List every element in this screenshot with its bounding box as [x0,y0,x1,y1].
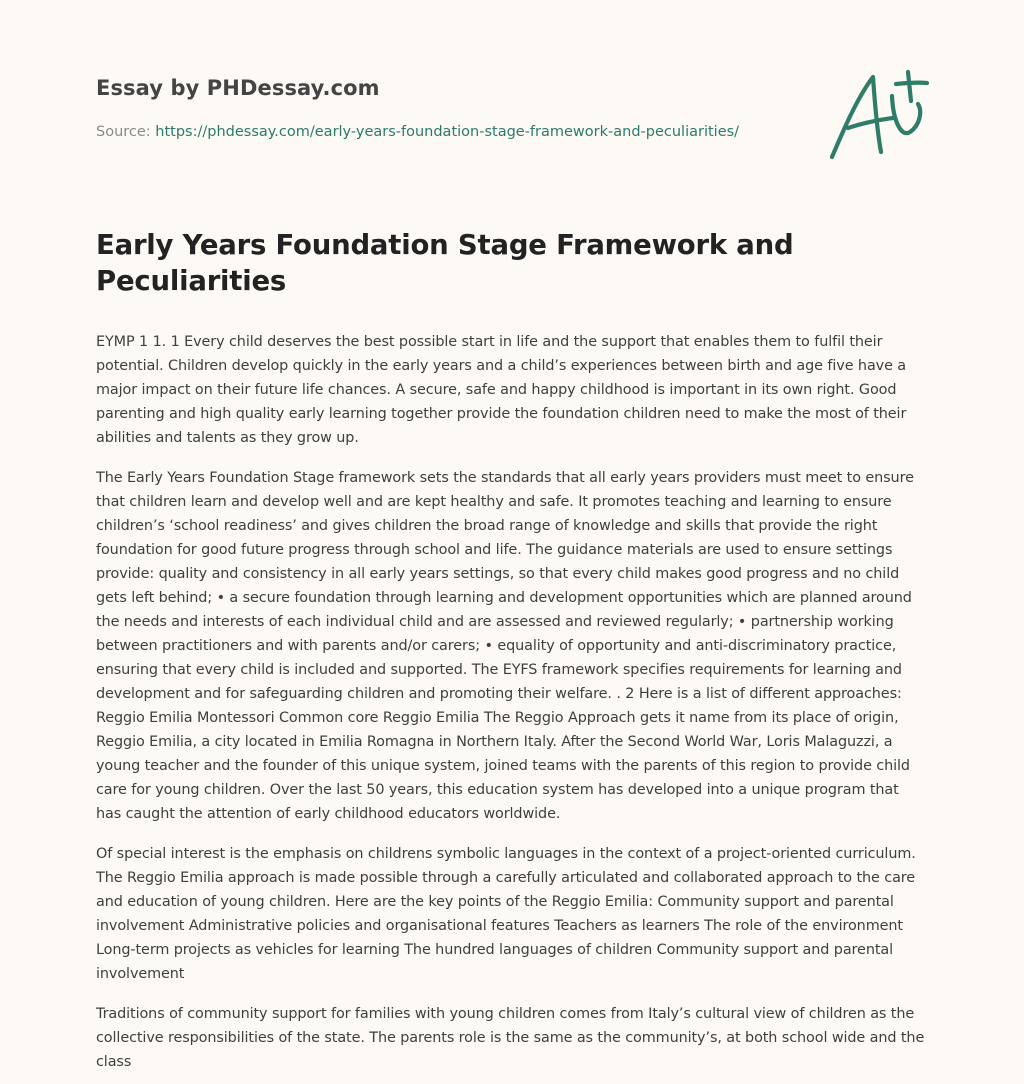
source-link[interactable]: https://phdessay.com/early-years-foundation-stage-framework-and-peculiarities/ [155,124,740,140]
source-label: Source: [96,124,151,140]
essay-paragraph: Traditions of community support for families with young children comes from Italy’s cultural view of children as the collective responsibilities of the state. The parents role is the same as the community’s, at both school wide and the class [96,1005,925,1070]
a-plus-grade-icon [826,68,930,164]
essay-body [96,330,928,1074]
essay-title: Early Years Foundation Stage Framework and Peculiarities [96,229,794,297]
page-header [96,0,928,190]
essay-paragraph: EYMP 1 1. 1 Every child deserves the best possible start in life and the support that enables them to fulfil their potential. Children develop quickly in the early years and a child’s experiences between birth and age five have a major impact on their future life chances. A secure, safe and happy childhood is important in its own right. Good parenting and high quality early learning together provide the foundation children need to make the most of their abilities and talents as they grow up. [96,333,907,446]
essay-paragraph: The Early Years Foundation Stage framework sets the standards that all early years providers must meet to ensure that children learn and develop well and are kept healthy and safe. It promotes teaching and learning to ensure children’s ‘school readiness’ and gives children the broad range of knowledge and skills that provide the right foundation for good future progress through school and life. The guidance materials are used to ensure settings provide: quality and consistency in all early years settings, so that every child makes good progress and no child gets left behind; • a secure foundation through learning and development opportunities which are planned around the needs and interests of each individual child and are assessed and reviewed regularly; • partnership working between practitioners and with parents and/or carers; • equality of opportunity and anti-discriminatory practice, ensuring that every child is included and supported. The EYFS framework specifies requirements for learning and development and for safeguarding children and promoting their welfare. . 2 Here is a list of different approaches: Reggio Emilia Montessori Common core Reggio Emilia The Reggio Approach gets it name from its place of origin, Reggio Emilia, a city located in Emilia Romagna in Northern Italy. After the Second World War, Loris Malaguzzi, a young teacher and the founder of this unique system, joined teams with the parents of this region to provide child care for young children. Over the last 50 years, this education system has developed into a unique program that has caught the attention of early childhood educators worldwide. [96,469,914,822]
essay-paragraph: Of special interest is the emphasis on childrens symbolic languages in the context of a project-oriented curriculum. The Reggio Emilia approach is made possible through a carefully articulated and collaborated approach to the care and education of young children. Here are the key points of the Reggio Emilia: Community support and parental involvement Administrative policies and organisational features Teachers as learners The role of the environment Long-term projects as vehicles for learning The hundred languages of children Community support and parental involvement [96,845,916,982]
source-line [96,124,739,140]
site-title: Essay by PHDessay.com [96,76,380,100]
